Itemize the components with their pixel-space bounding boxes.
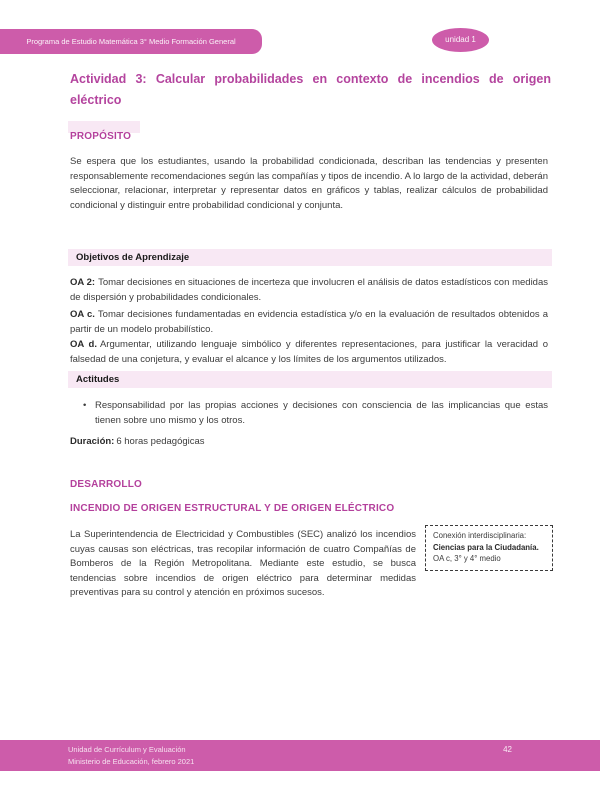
desarrollo-section [70,528,552,601]
proposito-body: Se espera que los estudiantes, usando la probabilidad condicionada, describan las tendencias y presenten responsablemente recomendaciones según las compañías y tipos de incendio. A lo largo de la actividad, deberán seleccionar, relacionar, interpretar y representar datos en gráficos y tablas, realizar cálculos de probabilidad condicional y distinguir entre probabilidad condicional y conjunta. [70,156,548,211]
oa-item-2-label: OA c. [70,309,95,320]
actitudes-heading: Actitudes [68,371,552,388]
oa-item-2 [70,308,548,337]
oa-item-1-label: OA 2: [70,277,96,288]
bullet-marker: • [83,400,87,411]
page-number: 42 [503,745,512,754]
proposito-heading: PROPÓSITO [70,131,132,142]
actitudes-bullet-text: Responsabilidad por las propias acciones y decisiones con consciencia de las implicancias que estas tienen sobre uno mismo y los otros. [95,400,548,426]
desarrollo-body: La Superintendencia de Electricidad y Combustibles (SEC) analizó los incendios cuyas causas son eléctricas, tras recopilar información de cuatro Compañías de Bomberos de la Región Metropolitana. Mediante este estudio, se busca tendencias sobre incendios de origen eléctrico para determinar medidas preventivas para su control y atención en próximos sucesos. [70,529,416,599]
footer-org-line: Unidad de Currículum y Evaluación [68,745,186,754]
header-banner [0,29,262,54]
interdisciplinary-connection-box [425,525,553,571]
incendio-subheading: INCENDIO DE ORIGEN ESTRUCTURAL Y DE ORIGEN ELÉCTRICO [70,503,395,514]
oa-item-3-text: Argumentar, utilizando lenguaje simbólico y diferentes representaciones, para justificar la veracidad o falsedad de una conjetura, y evaluar el alcance y los límites de los argumentos utilizados. [70,339,548,365]
unit-badge [432,28,489,52]
desarrollo-heading: DESARROLLO [70,479,142,490]
duration-value: 6 horas pedagógicas [116,436,205,447]
activity-title: Actividad 3: Calcular probabilidades en contexto de incendios de origen eléctrico [70,72,551,107]
footer-bar [0,740,600,771]
footer-credits [68,744,194,767]
duration-label: Duración: [70,436,115,447]
oa-item-3 [70,338,548,367]
connection-box-line2: Ciencias para la Ciudadanía. [433,542,539,552]
oa-item-1 [70,276,548,305]
actitudes-bullet-item [70,399,548,428]
connection-box-line3: OA c, 3° y 4° medio [433,554,501,563]
oa-item-3-label: OA d. [70,339,97,350]
header-banner-text: Programa de Estudio Matemática 3° Medio Formación General [26,37,236,46]
connection-box-line1: Conexión interdisciplinaria: [433,531,527,540]
oa-item-1-text: Tomar decisiones en situaciones de incerteza que involucren el análisis de datos estadísticos con medidas de dispersión y probabilidades condicionales. [70,277,548,303]
oa-item-2-text: Tomar decisiones fundamentadas en evidencia estadística y/o en la evaluación de resultados obtenidos a partir de un modelo probabilístico. [70,309,548,335]
objetivos-heading: Objetivos de Aprendizaje [68,249,552,266]
footer-ministry-line: Ministerio de Educación, febrero 2021 [68,756,195,766]
duration-line [70,435,205,450]
unit-badge-text: unidad 1 [445,35,476,44]
